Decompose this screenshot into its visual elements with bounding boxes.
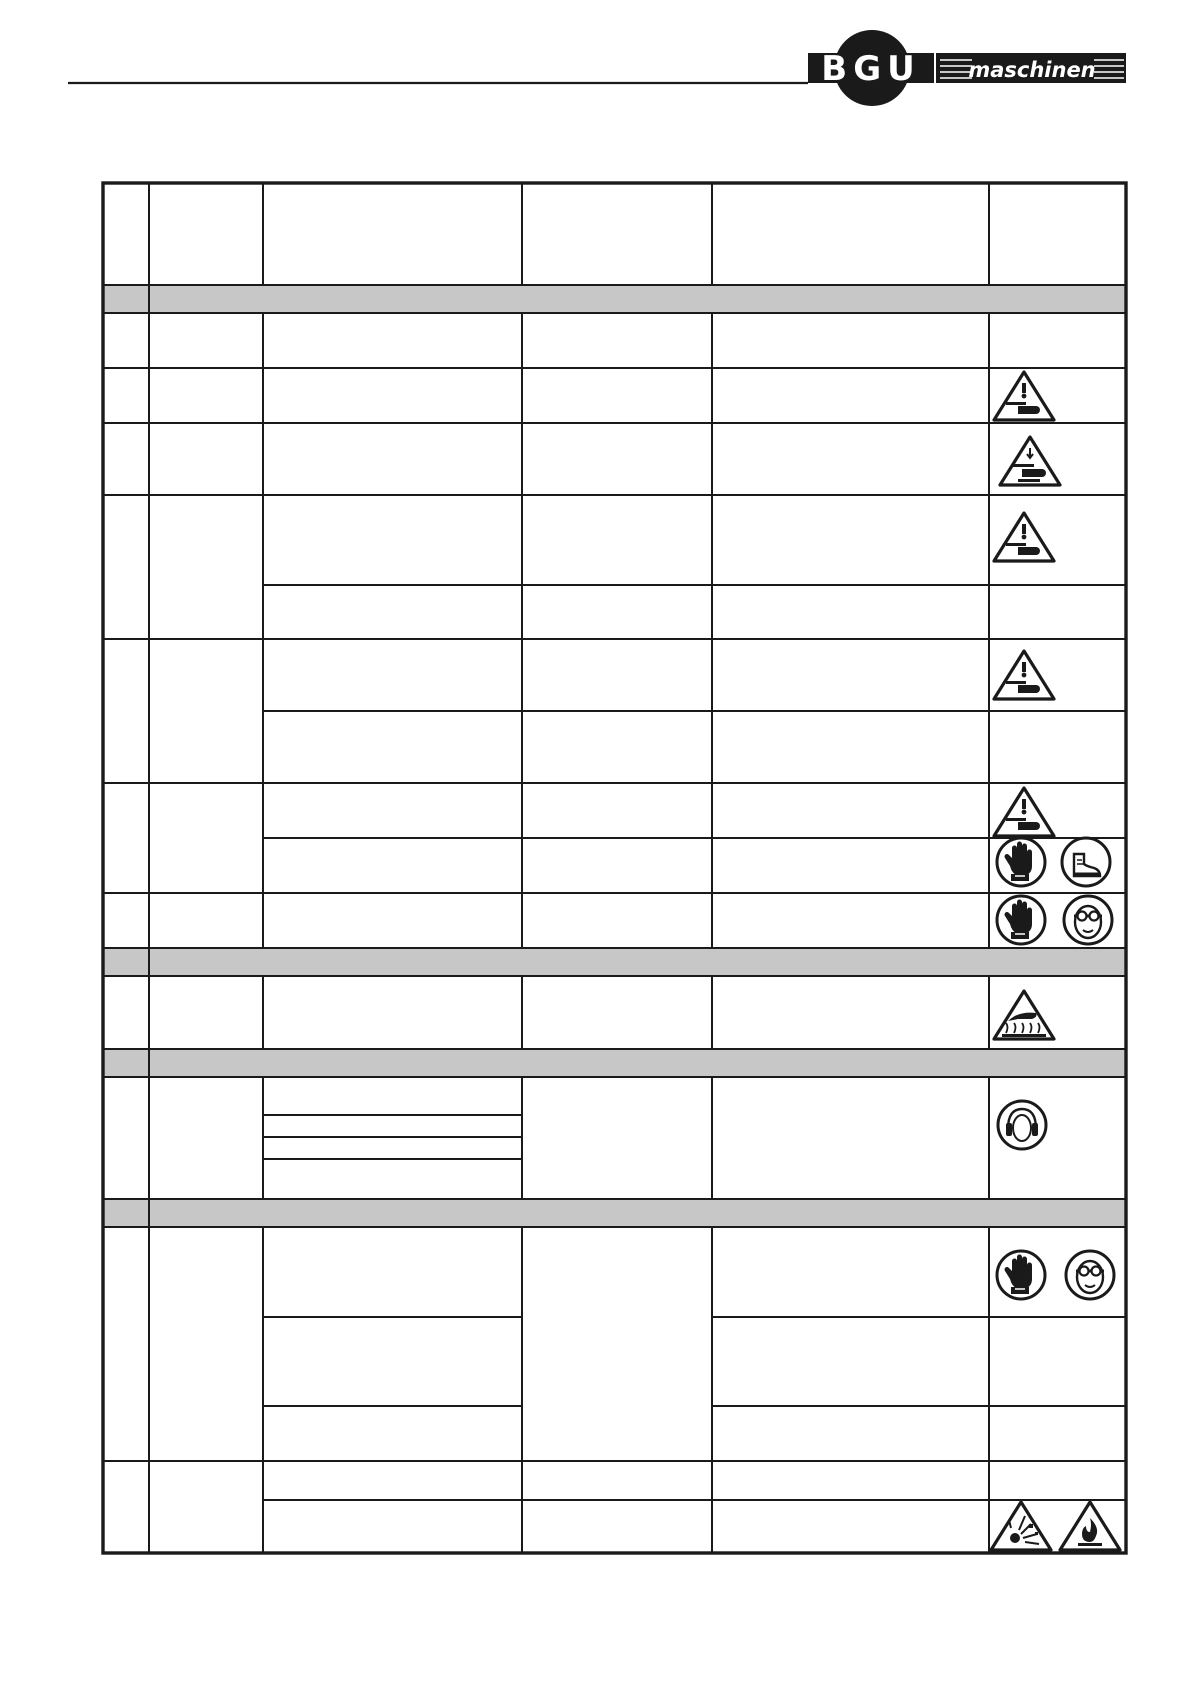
section-band-2 [103,948,1126,976]
section-bands [103,285,1126,1227]
gloves-mandatory-icon [997,838,1045,886]
table-frame [103,183,1126,1553]
safety-boots-mandatory-icon [1062,838,1110,886]
hazard-table-grid [103,183,1126,1553]
goggles-mandatory-icon [1066,1251,1114,1299]
section-band-4 [103,1199,1126,1227]
logo-letters: BGU [821,49,921,89]
gloves-mandatory-icon [997,896,1045,944]
hand-crush-warning-icon [994,372,1054,420]
hand-crush-warning-icon [994,513,1054,561]
section-band-1 [103,285,1126,313]
bgu-logo [808,30,1126,106]
hot-surface-warning-icon [994,991,1054,1039]
flammable-warning-icon [1060,1502,1120,1550]
gloves-mandatory-icon [997,1251,1045,1299]
logo-wordmark: maschinen [968,58,1096,82]
ear-protection-mandatory-icon [998,1101,1046,1149]
section-band-3 [103,1049,1126,1077]
goggles-mandatory-icon [1064,896,1112,944]
hand-crush-warning-icon [994,651,1054,699]
explosive-warning-icon [991,1502,1051,1550]
hand-crush-warning-icon [994,788,1054,836]
hand-crush-warning-icon [1000,437,1060,485]
